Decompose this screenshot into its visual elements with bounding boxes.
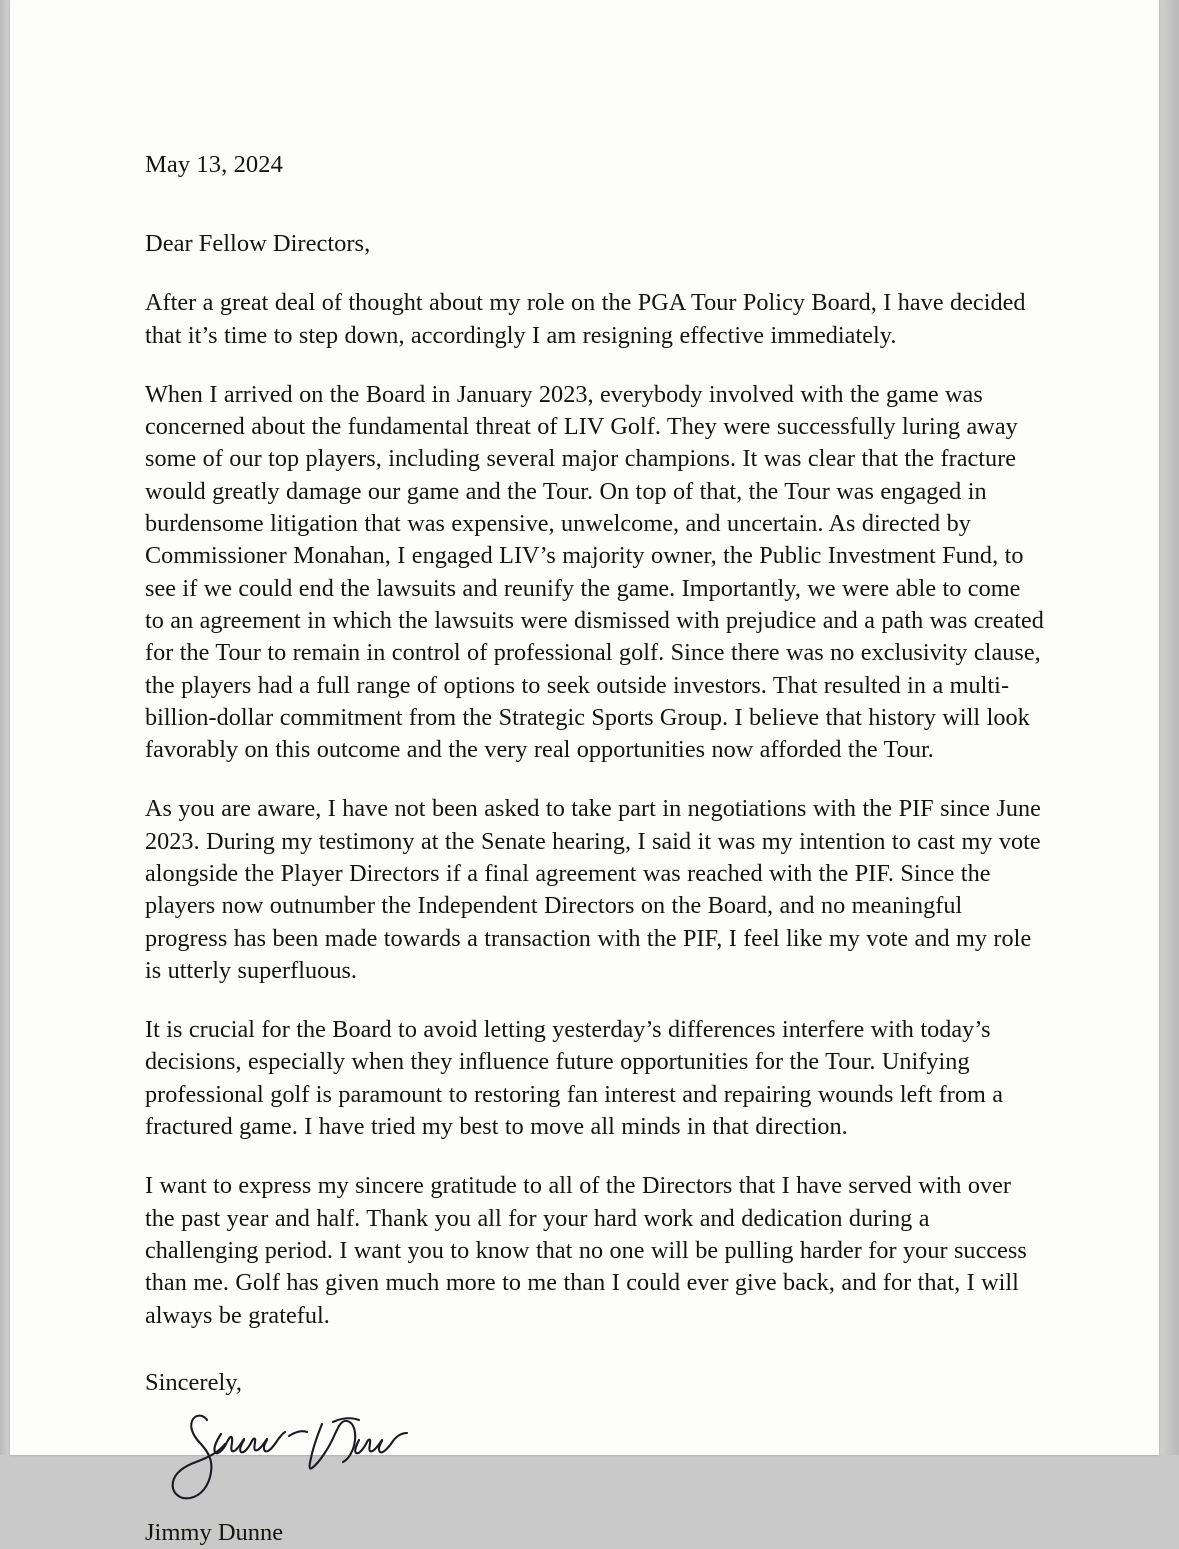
letter-page: [10, 0, 1159, 1547]
letter-paragraph-5: I want to express my sincere gratitude to all of the Directors that I have served with over the past year and half. Thank you all for your hard work and dedication during a challenging period. I want you to know that no one will be pulling harder for your success than me. Golf has given much more to me than I could ever give back, and for that, I will always be grateful.: [145, 1172, 1027, 1329]
letter-date: May 13, 2024: [145, 151, 283, 178]
signature-image: [163, 1404, 423, 1516]
letter-closing: Sincerely,: [145, 1368, 243, 1396]
letter-paragraph-2: When I arrived on the Board in January 2023, everybody involved with the game was concerned about the fundamental threat of LIV Golf. They were successfully luring away some of our top players, including several major champions. It was clear that the fracture would greatly damage our game and the Tour. On top of that, the Tour was engaged in burdensome litigation that was expensive, unwelcome, and uncertain. As directed by Commissioner Monahan, I engaged LIV’s majority owner, the Public Investment Fund, to see if we could end the lawsuits and reunify the game. Importantly, we were able to come to an agreement in which the lawsuits were dismissed with prejudice and a path was created for the Tour to remain in control of professional golf. Since there was no exclusivity clause, the players had a full range of options to seek outside investors. That resulted in a multi-billion-dollar commitment from the Strategic Sports Group. I believe that history will look favorably on this outcome and the very real opportunities now afforded the Tour.: [145, 380, 1044, 764]
signature-name: Jimmy Dunne: [145, 1519, 284, 1547]
letter-body: [145, 150, 1045, 1549]
page-edge-left: [0, 0, 10, 1455]
letter-paragraph-4: It is crucial for the Board to avoid letting yesterday’s differences interfere with today’s decisions, especially when they influence future opportunities for the Tour. Unifying professional golf is paramount to restoring fan interest and repairing wounds left from a fractured game. I have tried my best to move all minds in that direction.: [145, 1016, 1004, 1141]
letter-paragraph-3: As you are aware, I have not been asked to take part in negotiations with the PIF since June 2023. During my testimony at the Senate hearing, I said it was my intention to cast my vote alongside the Player Directors if a final agreement was reached with the PIF. Since the players now outnumber the Independent Directors on the Board, and no meaningful progress has been made towards a transaction with the PIF, I feel like my vote and my role is utterly superfluous.: [145, 795, 1041, 984]
letter-paragraph-1: After a great deal of thought about my role on the PGA Tour Policy Board, I have decided that it’s time to step down, accordingly I am resigning effective immediately.: [145, 289, 1026, 349]
page-edge-right: [1159, 0, 1179, 1455]
letter-salutation: Dear Fellow Directors,: [145, 229, 371, 257]
